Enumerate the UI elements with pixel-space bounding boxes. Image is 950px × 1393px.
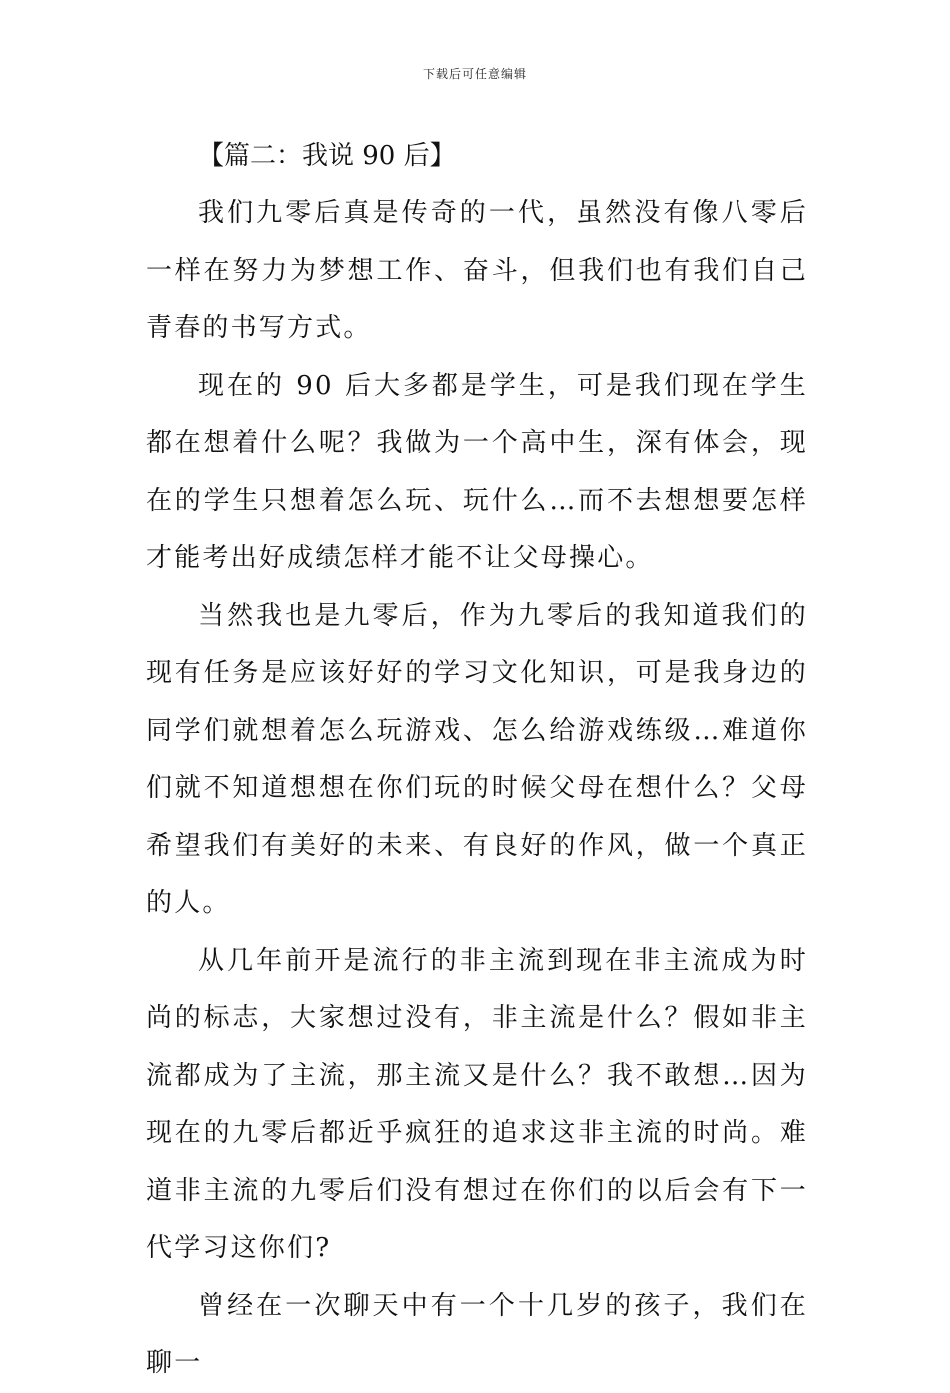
document-body — [146, 128, 808, 1393]
paragraph-5: 曾经在一次聊天中有一个十几岁的孩子，我们在聊一 — [146, 1290, 808, 1378]
paragraph-1: 我们九零后真是传奇的一代，虽然没有像八零后一样在努力为梦想工作、奋斗，但我们也有我们自己青春的书写方式。 — [146, 198, 808, 343]
paragraph-4: 从几年前开是流行的非主流到现在非主流成为时尚的标志，大家想过没有，非主流是什么？假如非主流都成为了主流，那主流又是什么？我不敢想…因为现在的九零后都近乎疯狂的追求这非主流的时尚。难道非主流的九零后们没有想过在你们的以后会有下一代学习这你们? — [146, 945, 808, 1263]
section-title: 【篇二：我说 90 后】 — [198, 141, 456, 171]
header-note: 下载后可任意编辑 — [422, 67, 527, 81]
paragraph-3: 当然我也是九零后，作为九零后的我知道我们的现有任务是应该好好的学习文化知识，可是我身边的同学们就想着怎么玩游戏、怎么给游戏练级…难道你们就不知道想想在你们玩的时候父母在想什么？父母希望我们有美好的未来、有良好的作风，做一个真正的人。 — [146, 600, 808, 918]
paragraph-2: 现在的 90 后大多都是学生，可是我们现在学生都在想着什么呢？我做为一个高中生，深有体会，现在的学生只想着怎么玩、玩什么…而不去想想要怎样才能考出好成绩怎样才能不让父母操心。 — [146, 370, 808, 573]
